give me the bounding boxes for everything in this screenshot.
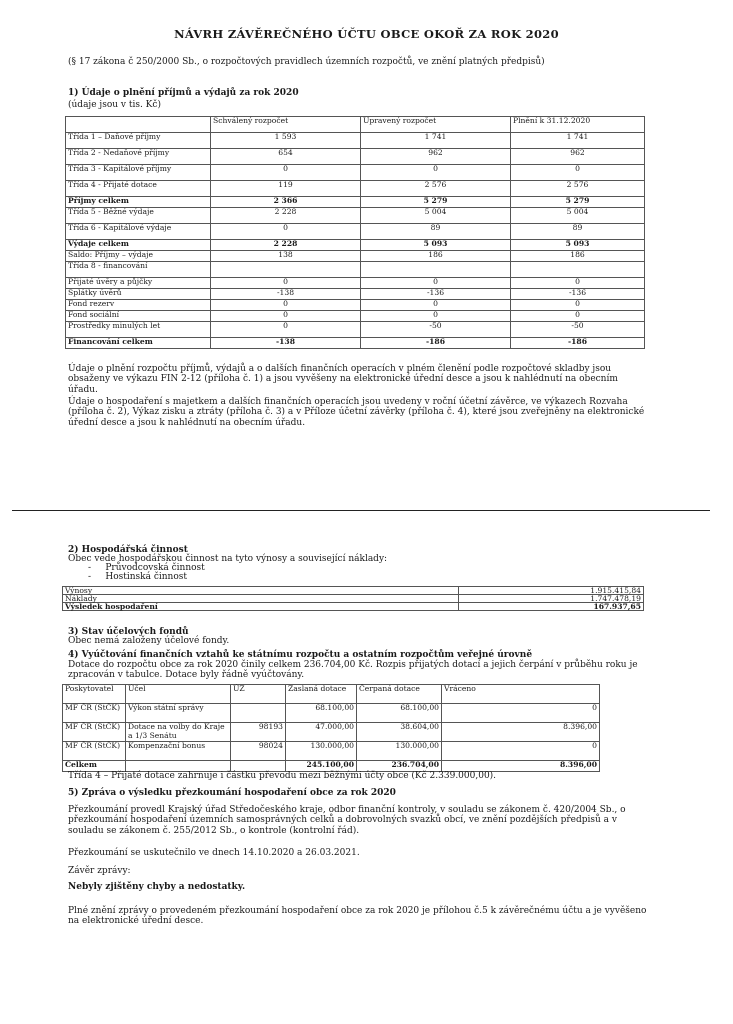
adjusted-value: 5 279: [361, 197, 511, 208]
returned-cell: 8.396,00: [442, 761, 600, 772]
budget-table: [65, 116, 645, 349]
approved-value: 119: [211, 181, 361, 197]
table-header-cell: ÚZ: [231, 685, 286, 704]
list-item: - Průvodcovská činnost: [88, 563, 205, 573]
table-row: [66, 311, 645, 322]
table-row-total: [66, 240, 645, 251]
section3-text: Obec nemá založeny účelové fondy.: [68, 636, 230, 646]
approved-value: [211, 262, 361, 278]
row-value: 1.747.478,19: [459, 595, 644, 603]
provider-cell: Celkem: [63, 761, 126, 772]
table-header-cell: Vráceno: [442, 685, 600, 704]
table-row: [63, 587, 644, 595]
purpose-cell: [126, 761, 231, 772]
row-label: Saldo: Příjmy – výdaje: [66, 251, 211, 262]
table-row: [66, 322, 645, 338]
adjusted-value: 89: [361, 224, 511, 240]
actual-value: 0: [511, 311, 645, 322]
row-label: Splátky úvěrů: [66, 289, 211, 300]
table-header-cell: Schválený rozpočet: [211, 117, 361, 133]
actual-value: 5 004: [511, 208, 645, 224]
approved-value: 2 228: [211, 240, 361, 251]
sent-cell: 68.100,00: [286, 704, 357, 723]
section1-units: (údaje jsou v tis. Kč): [68, 100, 161, 110]
approved-value: 0: [211, 278, 361, 289]
adjusted-value: [361, 262, 511, 278]
purpose-cell: Kompenzační bonus: [126, 742, 231, 761]
section5-heading: 5) Zpráva o výsledku přezkoumání hospodaření obce za rok 2020: [68, 788, 396, 798]
table-row-total: [66, 197, 645, 208]
section3-heading: 3) Stav účelových fondů: [68, 627, 189, 637]
approved-value: 0: [211, 165, 361, 181]
section4-text: Dotace do rozpočtu obce za rok 2020 činily celkem 236.704,00 Kč. Rozpis přijatých dotací a jejich čerpání v průběhu roku je zpracován v tabulce. Dotace byly řádně vyúčtovány.: [68, 660, 638, 681]
approved-value: -138: [211, 289, 361, 300]
table-row: [66, 289, 645, 300]
table-row-total: [63, 603, 644, 611]
table-row: [66, 224, 645, 240]
actual-value: 0: [511, 300, 645, 311]
table-row: [66, 251, 645, 262]
table-row: [66, 181, 645, 197]
row-label: Přijaté úvěry a půjčky: [66, 278, 211, 289]
uz-cell: [231, 704, 286, 723]
approved-value: -138: [211, 338, 361, 349]
row-label: Třída 4 - Přijaté dotace: [66, 181, 211, 197]
section1-paragraph-1: Údaje o plnění rozpočtu příjmů, výdajů a o dalších finančních operacích v plném členění podle rozpočtové skladby jsou obsaženy ve výkazu FIN 2-12 (příloha č. 1) a jsou vyvěšeny na elektronické úřední desce a jsou k nahlédnutí na obecním úřadu.: [68, 364, 618, 395]
adjusted-value: -50: [361, 322, 511, 338]
adjusted-value: 186: [361, 251, 511, 262]
actual-value: 186: [511, 251, 645, 262]
row-label: Prostředky minulých let: [66, 322, 211, 338]
row-label: Třída 5 - Běžné výdaje: [66, 208, 211, 224]
section4-heading: 4) Vyúčtování finančních vztahů ke státnímu rozpočtu a ostatním rozpočtům veřejné úrovně: [68, 650, 533, 660]
uz-cell: [231, 761, 286, 772]
row-label: Třída 8 - financování: [66, 262, 211, 278]
table-row: [63, 723, 600, 742]
list-item: - Hostinská činnost: [88, 572, 188, 582]
purpose-cell: Výkon státní správy: [126, 704, 231, 723]
table-header-cell: [66, 117, 211, 133]
section5-paragraph-3: Závěr zprávy:: [68, 866, 131, 876]
used-cell: 68.100,00: [357, 704, 442, 723]
actual-value: 5 279: [511, 197, 645, 208]
section5-paragraph-4: Nebyly zjištěny chyby a nedostatky.: [68, 882, 246, 892]
table-row: [66, 278, 645, 289]
row-value: 167.937,65: [459, 603, 644, 611]
adjusted-value: 0: [361, 300, 511, 311]
provider-cell: MF ČR (StČK): [63, 723, 126, 742]
actual-value: 1 741: [511, 133, 645, 149]
table-row: [66, 208, 645, 224]
actual-value: 962: [511, 149, 645, 165]
section1-paragraph-2: Údaje o hospodaření s majetkem a dalších finančních operacích jsou uvedeny v roční účetní závěrce, ve výkazech Rozvaha (příloha č. 2), Výkaz zisku a ztráty (příloha č. 3) a v Příloze účetní závěrky (příloha č. 4), které jsou zveřejněny na elektronické úřední desce a jsou k nahlédnutí na obecním úřadu.: [68, 397, 645, 428]
approved-value: 654: [211, 149, 361, 165]
document-title: NÁVRH ZÁVĚREČNÉHO ÚČTU OBCE OKOŘ ZA ROK 2020: [174, 27, 559, 41]
adjusted-value: 0: [361, 311, 511, 322]
actual-value: 0: [511, 278, 645, 289]
table-header-cell: Účel: [126, 685, 231, 704]
sent-cell: 47.000,00: [286, 723, 357, 742]
uz-cell: 98024: [231, 742, 286, 761]
row-label: Náklady: [63, 595, 459, 603]
uz-cell: 98193: [231, 723, 286, 742]
bullet-text: Průvodcovská činnost: [105, 563, 205, 573]
row-label: Třída 1 – Daňové příjmy: [66, 133, 211, 149]
section2-text: Obec vede hospodářskou činnost na tyto výnosy a související náklady:: [68, 554, 388, 564]
returned-cell: 0: [442, 704, 600, 723]
adjusted-value: 5 004: [361, 208, 511, 224]
table-header-cell: Poskytovatel: [63, 685, 126, 704]
table-row: [63, 742, 600, 761]
adjusted-value: 2 576: [361, 181, 511, 197]
adjusted-value: 5 093: [361, 240, 511, 251]
section5-paragraph-2: Přezkoumání se uskutečnilo ve dnech 14.10.2020 a 26.03.2021.: [68, 848, 360, 858]
used-cell: 236.704,00: [357, 761, 442, 772]
row-label: Fond sociální: [66, 311, 211, 322]
table-row: [66, 262, 645, 278]
purpose-cell: Dotace na volby do Kraje a 1/3 Senátu: [126, 723, 231, 742]
actual-value: 0: [511, 165, 645, 181]
adjusted-value: 1 741: [361, 133, 511, 149]
approved-value: 2 366: [211, 197, 361, 208]
returned-cell: 8.396,00: [442, 723, 600, 742]
section2-heading: 2) Hospodářská činnost: [68, 545, 188, 555]
table-header-cell: Čerpaná dotace: [357, 685, 442, 704]
row-label: Fond rezerv: [66, 300, 211, 311]
table-header-cell: Upravený rozpočet: [361, 117, 511, 133]
row-label: Financování celkem: [66, 338, 211, 349]
intro-text: (§ 17 zákona č 250/2000 Sb., o rozpočtových pravidlech územních rozpočtů, ve znění platných předpisů): [68, 57, 545, 67]
provider-cell: MF ČR (StČK): [63, 704, 126, 723]
row-label: Výsledek hospodaření: [63, 603, 459, 611]
actual-value: [511, 262, 645, 278]
bullet-text: Hostinská činnost: [105, 572, 188, 582]
row-value: 1.915.415,84: [459, 587, 644, 595]
actual-value: 89: [511, 224, 645, 240]
table-row: [66, 165, 645, 181]
adjusted-value: -186: [361, 338, 511, 349]
table-header-cell: Zaslaná dotace: [286, 685, 357, 704]
used-cell: 38.604,00: [357, 723, 442, 742]
actual-value: -50: [511, 322, 645, 338]
table-row-total: [63, 761, 600, 772]
actual-value: -136: [511, 289, 645, 300]
row-label: Třída 3 - Kapitálové příjmy: [66, 165, 211, 181]
provider-cell: MF ČR (StČK): [63, 742, 126, 761]
business-activity-table: [62, 586, 644, 611]
section5-paragraph-1: Přezkoumání provedl Krajský úřad Středočeského kraje, odbor finanční kontroly, v souladu se zákonem č. 420/2004 Sb., o přezkoumání hospodaření územních samosprávných celků a dobrovolných svazků obcí, ve znění pozdějších předpisů a v souladu se zákonem č. 255/2012 Sb., o kontrole (kontrolní řád).: [68, 805, 626, 836]
row-label: Výdaje celkem: [66, 240, 211, 251]
section5-paragraph-5: Plné znění zprávy o provedeném přezkoumání hospodaření obce za rok 2020 je přílohou č.5 k závěrečnému účtu a je vyvěšeno na elektronické úřední desce.: [68, 906, 647, 927]
row-label: Třída 6 - Kapitálové výdaje: [66, 224, 211, 240]
approved-value: 138: [211, 251, 361, 262]
table-row: [66, 133, 645, 149]
page-divider: [12, 510, 710, 511]
approved-value: 2 228: [211, 208, 361, 224]
actual-value: -186: [511, 338, 645, 349]
approved-value: 0: [211, 311, 361, 322]
adjusted-value: 0: [361, 165, 511, 181]
approved-value: 0: [211, 224, 361, 240]
actual-value: 2 576: [511, 181, 645, 197]
row-label: Příjmy celkem: [66, 197, 211, 208]
adjusted-value: 962: [361, 149, 511, 165]
sent-cell: 130.000,00: [286, 742, 357, 761]
table-row-total: [66, 338, 645, 349]
table-row: [66, 149, 645, 165]
table-row: [66, 300, 645, 311]
section4-note: Třída 4 – Přijaté dotace zahrnuje i částku převodu mezi běžnými účty obce (Kč 2.339.000,00).: [68, 771, 497, 781]
approved-value: 1 593: [211, 133, 361, 149]
section1-heading: 1) Údaje o plnění příjmů a výdajů za rok 2020: [68, 88, 299, 98]
approved-value: 0: [211, 322, 361, 338]
actual-value: 5 093: [511, 240, 645, 251]
approved-value: 0: [211, 300, 361, 311]
subsidies-table: [62, 684, 600, 772]
adjusted-value: -136: [361, 289, 511, 300]
table-row: [63, 704, 600, 723]
sent-cell: 245.100,00: [286, 761, 357, 772]
row-label: Výnosy: [63, 587, 459, 595]
table-header-cell: Plnění k 31.12.2020: [511, 117, 645, 133]
row-label: Třída 2 - Nedaňové příjmy: [66, 149, 211, 165]
returned-cell: 0: [442, 742, 600, 761]
adjusted-value: 0: [361, 278, 511, 289]
used-cell: 130.000,00: [357, 742, 442, 761]
